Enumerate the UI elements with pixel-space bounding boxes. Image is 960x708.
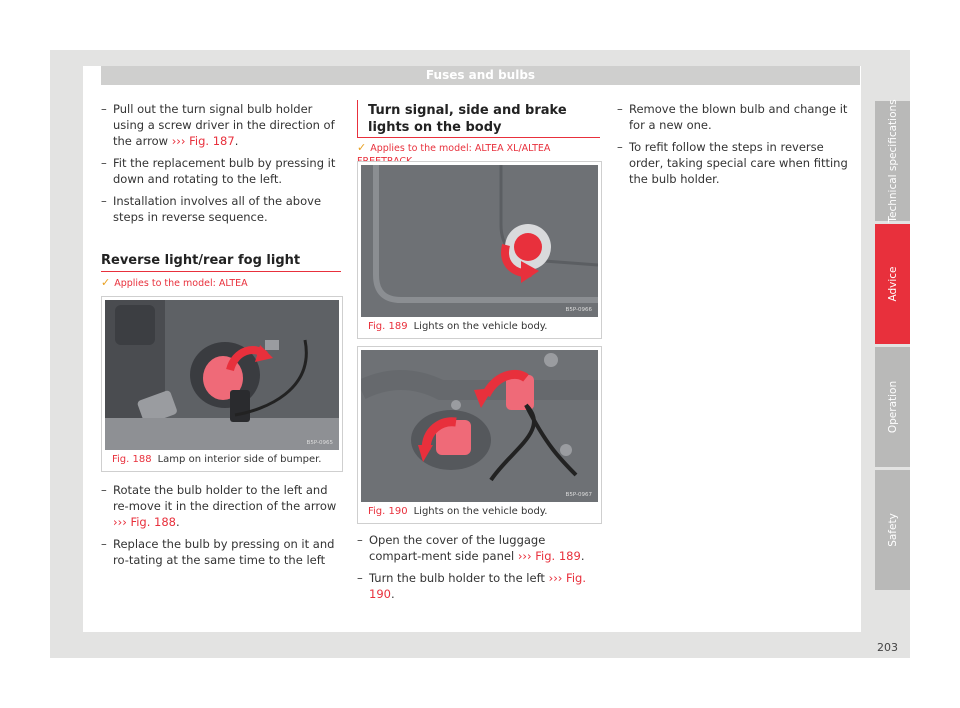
column-1 [101,101,341,231]
check-icon: ✓ [101,276,111,289]
section-divider [357,137,600,138]
image-code: B5P-0965 [306,440,333,446]
tab-safety[interactable]: Safety [875,470,910,590]
figure-188 [101,296,343,472]
tab-operation[interactable]: Operation [875,347,910,467]
list-item: – Pull out the turn signal bulb holder using a screw driver in the direction of the arrow ››› Fig. 187. [101,102,335,148]
figure-188-image [105,300,339,450]
check-icon: ✓ [357,141,367,154]
page-header: Fuses and bulbs [101,66,860,85]
list-item: – Installation involves all of the above steps in reverse sequence. [101,194,322,224]
tab-technical-specifications[interactable]: Technical specifications [875,101,910,221]
list-item: – Replace the bulb by pressing on it and ro-tating at the same time to the left [101,537,335,567]
figure-189 [357,161,602,339]
figure-190-image [361,350,598,502]
section-title-turn-signal: Turn signal, side and brake lights on the body [368,103,567,135]
figure-link[interactable]: ››› Fig. 188 [113,515,176,529]
list-item: – Remove the blown bulb and change it for a new one. [617,102,848,132]
applies-note: ✓ Applies to the model: ALTEA XL/ALTEA [357,141,551,154]
page-number: 203 [877,641,898,654]
figure-link[interactable]: ››› Fig. 187 [171,134,235,148]
list-item: – To refit follow the steps in reverse order, taking special care when fitting the bulb holder. [617,140,848,186]
column-3 [617,101,857,193]
figure-190 [357,346,602,524]
list-item: – Open the cover of the luggage compart-ment side panel ››› Fig. 189. [357,533,585,563]
figure-caption: Fig. 190 Lights on the vehicle body. [368,506,548,517]
list-item: – Rotate the bulb holder to the left and re-move it in the direction of the arrow ››› Fig. 188. [101,483,337,529]
section-divider [101,271,341,272]
list-item: – Turn the bulb holder to the left ››› Fig. 190. [357,571,586,601]
figure-link[interactable]: ››› Fig. 190 [369,571,586,601]
section-marker [357,100,358,137]
list-item: – Fit the replacement bulb by pressing it down and rotating to the left. [101,156,336,186]
image-code: B5P-0966 [565,307,592,313]
column-1-bottom [101,482,341,574]
figure-189-image [361,165,598,317]
figure-caption: Fig. 188 Lamp on interior side of bumper. [112,454,322,465]
figure-link[interactable]: ››› Fig. 189 [517,549,581,563]
image-code: B5P-0967 [565,492,592,498]
section-title-reverse-light: Reverse light/rear fog light [101,253,301,268]
tab-advice[interactable]: Advice [875,224,910,344]
applies-note: ✓ Applies to the model: ALTEA [101,276,248,289]
column-2-bottom [357,532,600,608]
figure-caption: Fig. 189 Lights on the vehicle body. [368,321,548,332]
